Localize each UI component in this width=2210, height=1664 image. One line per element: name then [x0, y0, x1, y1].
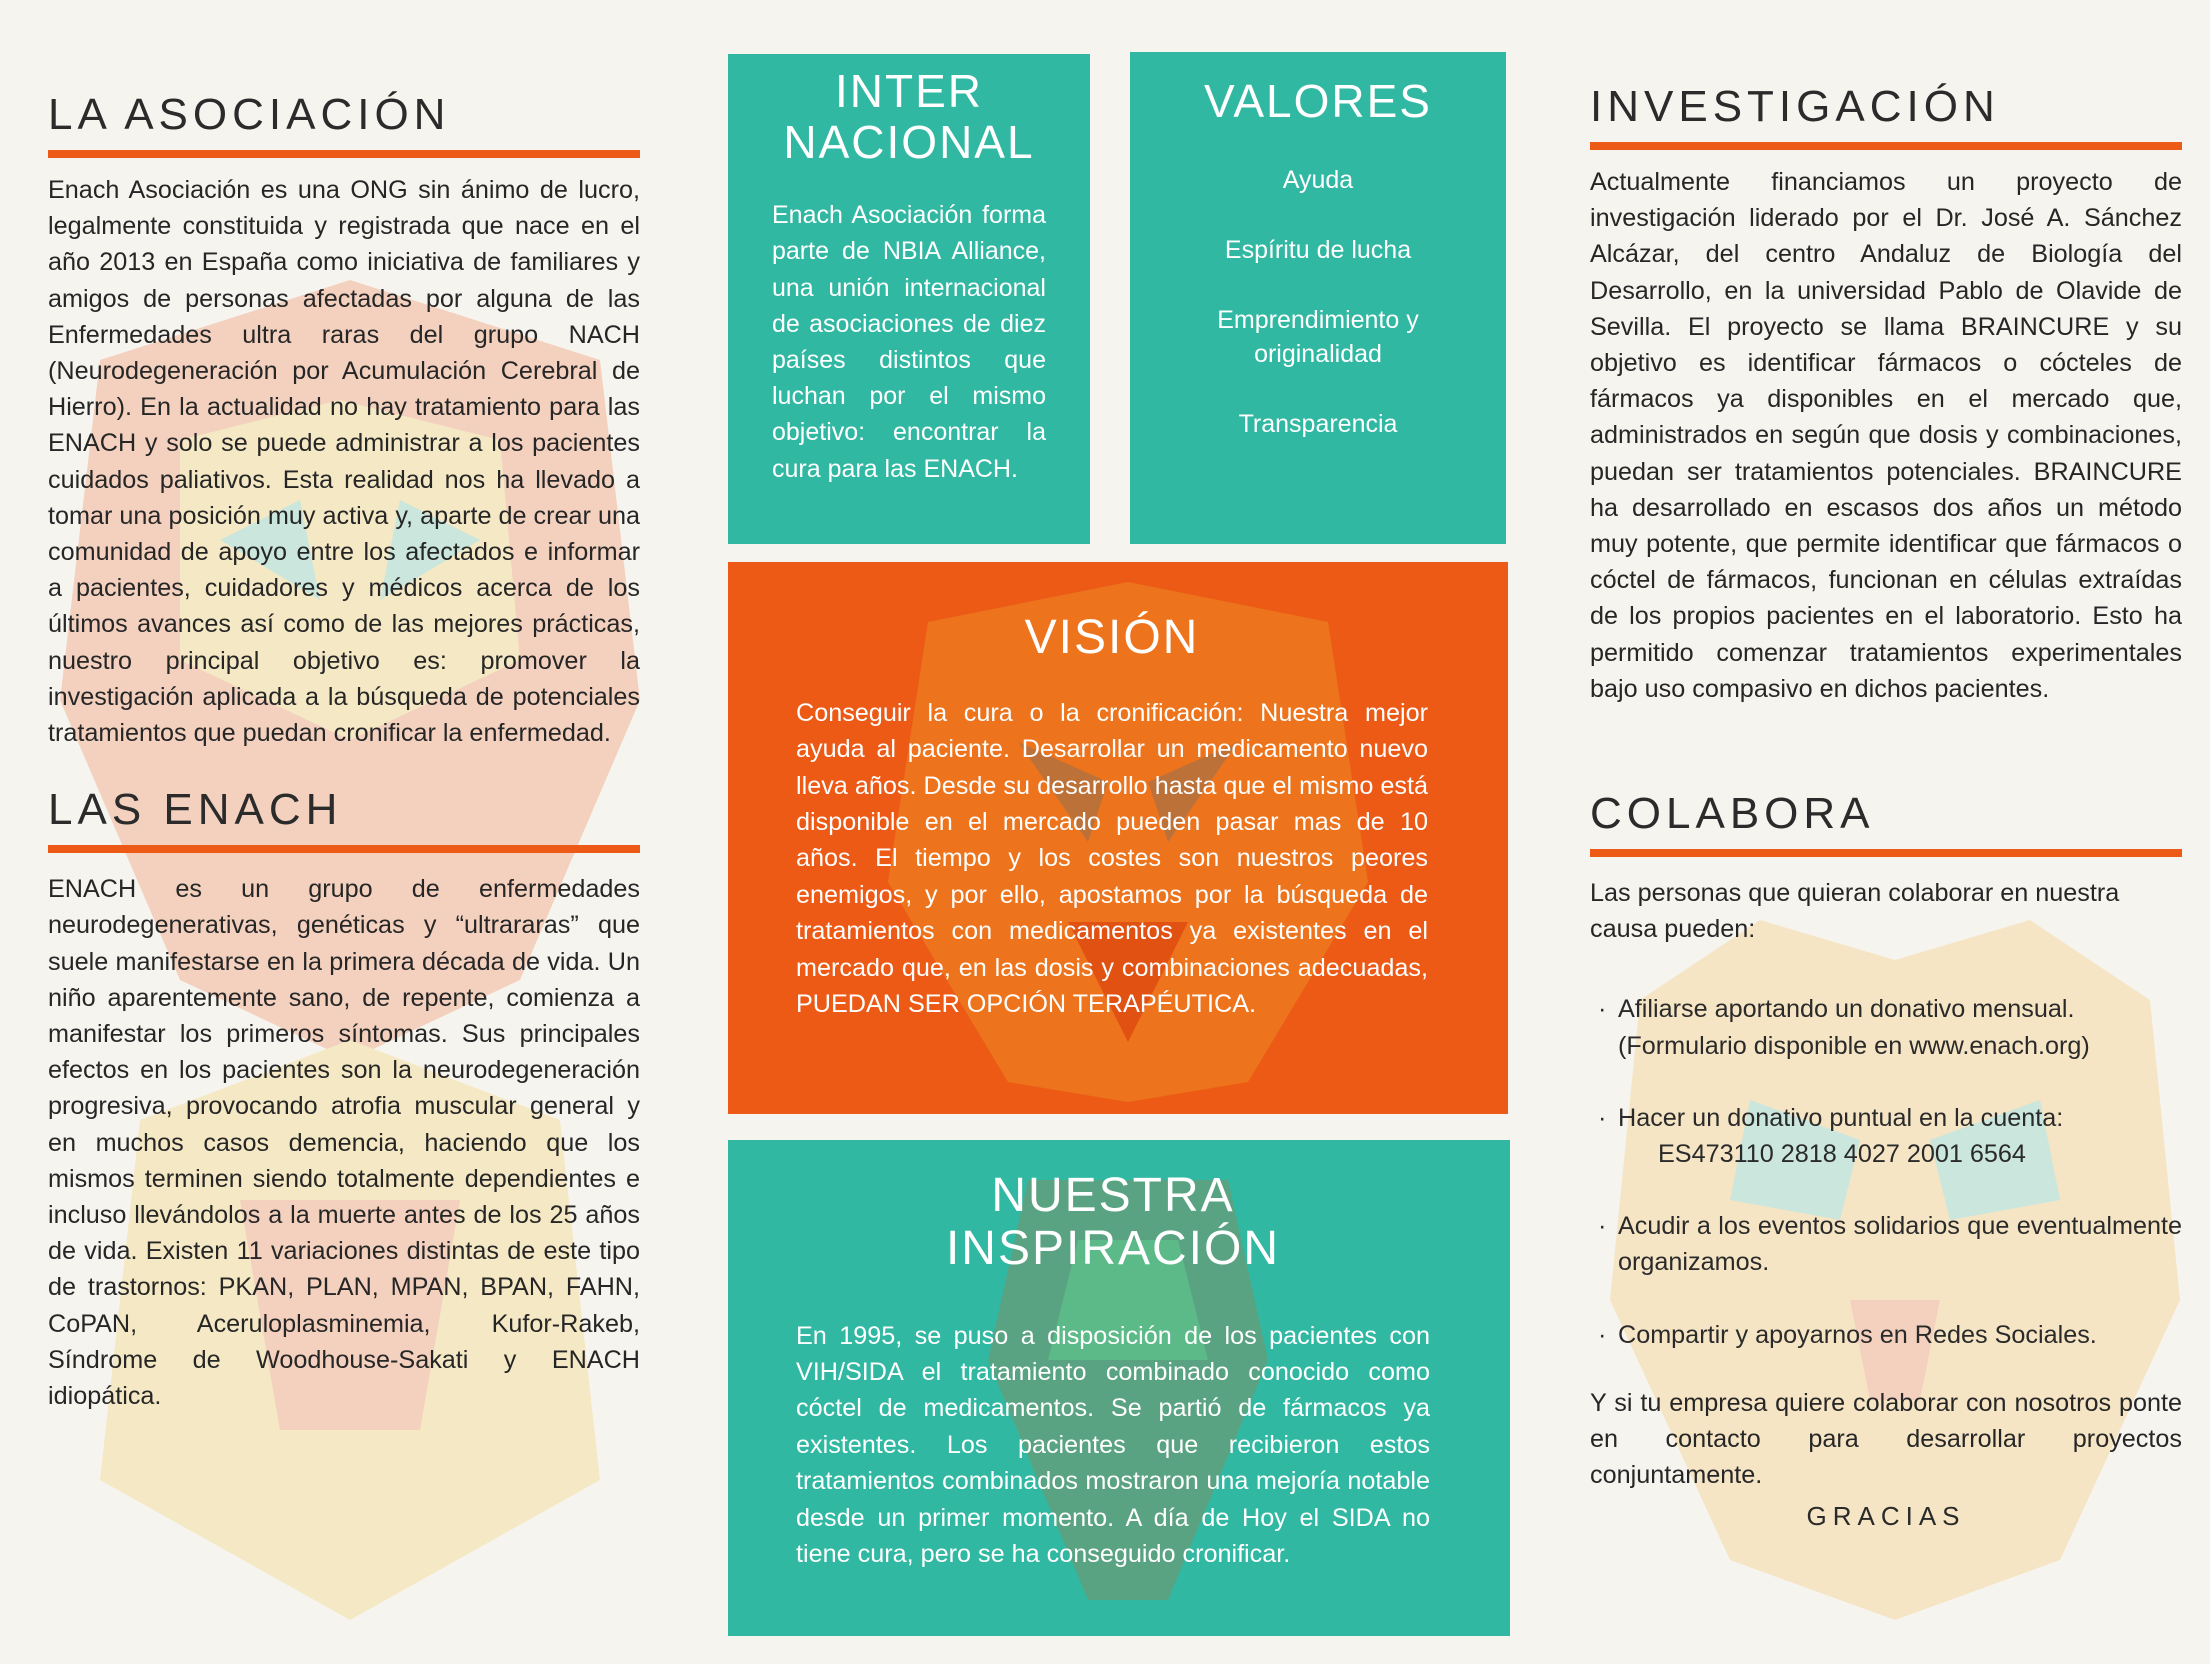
- section-title-colabora: COLABORA: [1590, 789, 2182, 857]
- valores-list: [1150, 163, 1486, 441]
- section-title-investigacion: INVESTIGACIÓN: [1590, 82, 2182, 150]
- section-title-enach: LAS ENACH: [48, 785, 640, 853]
- enach-text: ENACH es un grupo de enfermedades neurodegenerativas, genéticas y “ultrararas” que suele manifestarse en la primera década de vida. Un niño aparentemente sano, de repente, comienza a manifestar los primeros síntomas. Sus principales efectos en los pacientes son la neurodegeneración progresiva, provocando atrofia muscular general y en muchos casos demencia, haciendo que los mismos terminen siendo totalmente dependientes e incluso llevándolos a la muerte antes de los 25 años de vida. Existen 11 variaciones distintas de este tipo de trastornos: PKAN, PLAN, MPAN, BPAN, FAHN, CoPAN, Aceruloplasminemia, Kufor-Rakeb, Síndrome de Woodhouse-Sakati y ENACH idiopática.: [48, 875, 640, 1411]
- investigacion-text: Actualmente financiamos un proyecto de investigación liderado por el Dr. José A. Sánchez Alcázar, del centro Andaluz de Biología del Desarrollo, en la universidad Pablo de Olavide de Sevilla. El proyecto se llama BRAINCURE y su objetivo es identificar fármacos o cócteles de fármacos ya disponibles en el mercado que, administrados en según que dosis y combinaciones, puedan ser tratamientos potenciales. BRAINCURE ha desarrollado en escasos dos años un método muy potente, que permite identificar que fármacos o cóctel de fármacos, funcionan en células extraídas de los propios pacientes en el laboratorio. Esto ha permitido comenzar tratamientos experimentales bajo uso compasivo en dichos pacientes.: [1590, 168, 2182, 703]
- bank-account: ES473110 2818 4027 2001 6564: [1658, 1140, 2026, 1169]
- list-item: · Compartir y apoyarnos en Redes Sociales.: [1590, 1317, 2182, 1353]
- list-item: · Afiliarse aportando un donativo mensual. (Formulario disponible en www.enach.org): [1590, 991, 2182, 1063]
- vision-box: [728, 562, 1508, 1114]
- bullet-icon: ·: [1598, 1103, 1607, 1132]
- asociacion-text: Enach Asociación es una ONG sin ánimo de lucro, legalmente constituida y registrada que nace en el año 2013 en España como iniciativa de familiares y amigos de personas afectadas por alguna de las Enfermedades ultra raras del grupo NACH (Neurodegeneración por Acumulación Cerebral de Hierro). En la actualidad no hay tratamiento para las ENACH y solo se puede administrar a los pacientes cuidados paliativos. Esta realidad nos ha llevado a tomar una posición muy activa y, aparte de crear una comunidad de apoyo entre los afectados e informar a pacientes, cuidadores y médicos acerca de los últimos avances así como de las mejores prácticas, nuestro principal objetivo es: promover la investigación aplicada a la búsqueda de potenciales tratamientos que puedan cronificar la enfermedad.: [48, 176, 640, 748]
- bullet-icon: ·: [1598, 1212, 1607, 1241]
- valores-item: Emprendimiento y originalidad: [1217, 305, 1419, 368]
- form-link[interactable]: (Formulario disponible en www.enach.org): [1618, 1031, 2090, 1060]
- valores-item: Transparencia: [1238, 409, 1398, 438]
- colabora-intro: Las personas que quieran colaborar en nuestra causa pueden:: [1590, 879, 2120, 944]
- list-item: · Acudir a los eventos solidarios que eventualmente organizamos.: [1590, 1208, 2182, 1280]
- list-item: · Hacer un donativo puntual en la cuenta: ES473110 2818 4027 2001 6564: [1590, 1100, 2182, 1172]
- colabora-list: [1590, 991, 2182, 1352]
- internacional-box: [728, 54, 1090, 544]
- internacional-text: Enach Asociación forma parte de NBIA Alliance, una unión internacional de asociaciones de diez países distintos que luchan por el mismo objetivo: encontrar la cura para las ENACH.: [772, 201, 1046, 483]
- valores-title: VALORES: [1204, 75, 1432, 127]
- valores-item: Espíritu de lucha: [1224, 235, 1412, 264]
- inspiracion-title: NUESTRA INSPIRACIÓN: [945, 1169, 1281, 1275]
- internacional-title: INTER NACIONAL: [783, 65, 1035, 168]
- vision-title: VISIÓN: [1024, 611, 1200, 664]
- valores-box: [1130, 52, 1506, 544]
- section-title-asociacion: LA ASOCIACIÓN: [48, 90, 640, 158]
- left-panel: [48, 90, 640, 1414]
- thanks-text: GRACIAS: [1806, 1501, 1966, 1532]
- right-panel: [1590, 82, 2182, 1532]
- colabora-closing: Y si tu empresa quiere colaborar con nosotros ponte en contacto para desarrollar proyectos conjuntamente.: [1590, 1388, 2182, 1490]
- inspiracion-text: En 1995, se puso a disposición de los pacientes con VIH/SIDA el tratamiento combinado conocido como cóctel de medicamentos. Se partió de fármacos ya existentes. Los pacientes que recibieron estos tratamientos combinados mostraron una mejoría notable desde un primer momento. A día de Hoy el SIDA no tiene cura, pero se ha conseguido cronificar.: [796, 1321, 1430, 1569]
- inspiracion-box: [728, 1140, 1510, 1636]
- valores-item: Ayuda: [1282, 165, 1354, 194]
- bullet-icon: ·: [1598, 995, 1607, 1024]
- bullet-icon: ·: [1598, 1320, 1607, 1349]
- vision-text: Conseguir la cura o la cronificación: Nuestra mejor ayuda al paciente. Desarrollar un medicamento nuevo lleva años. Desde su desarrollo hasta que el mismo está disponible en el mercado pueden pasar mas de 10 años. El tiempo y los costes son nuestros peores enemigos, y por ello, apostamos por la búsqueda de tratamientos con medicamentos ya existentes en el mercado que, en las dosis y combinaciones adecuadas, PUEDAN SER OPCIÓN TERAPÉUTICA.: [796, 698, 1428, 1019]
